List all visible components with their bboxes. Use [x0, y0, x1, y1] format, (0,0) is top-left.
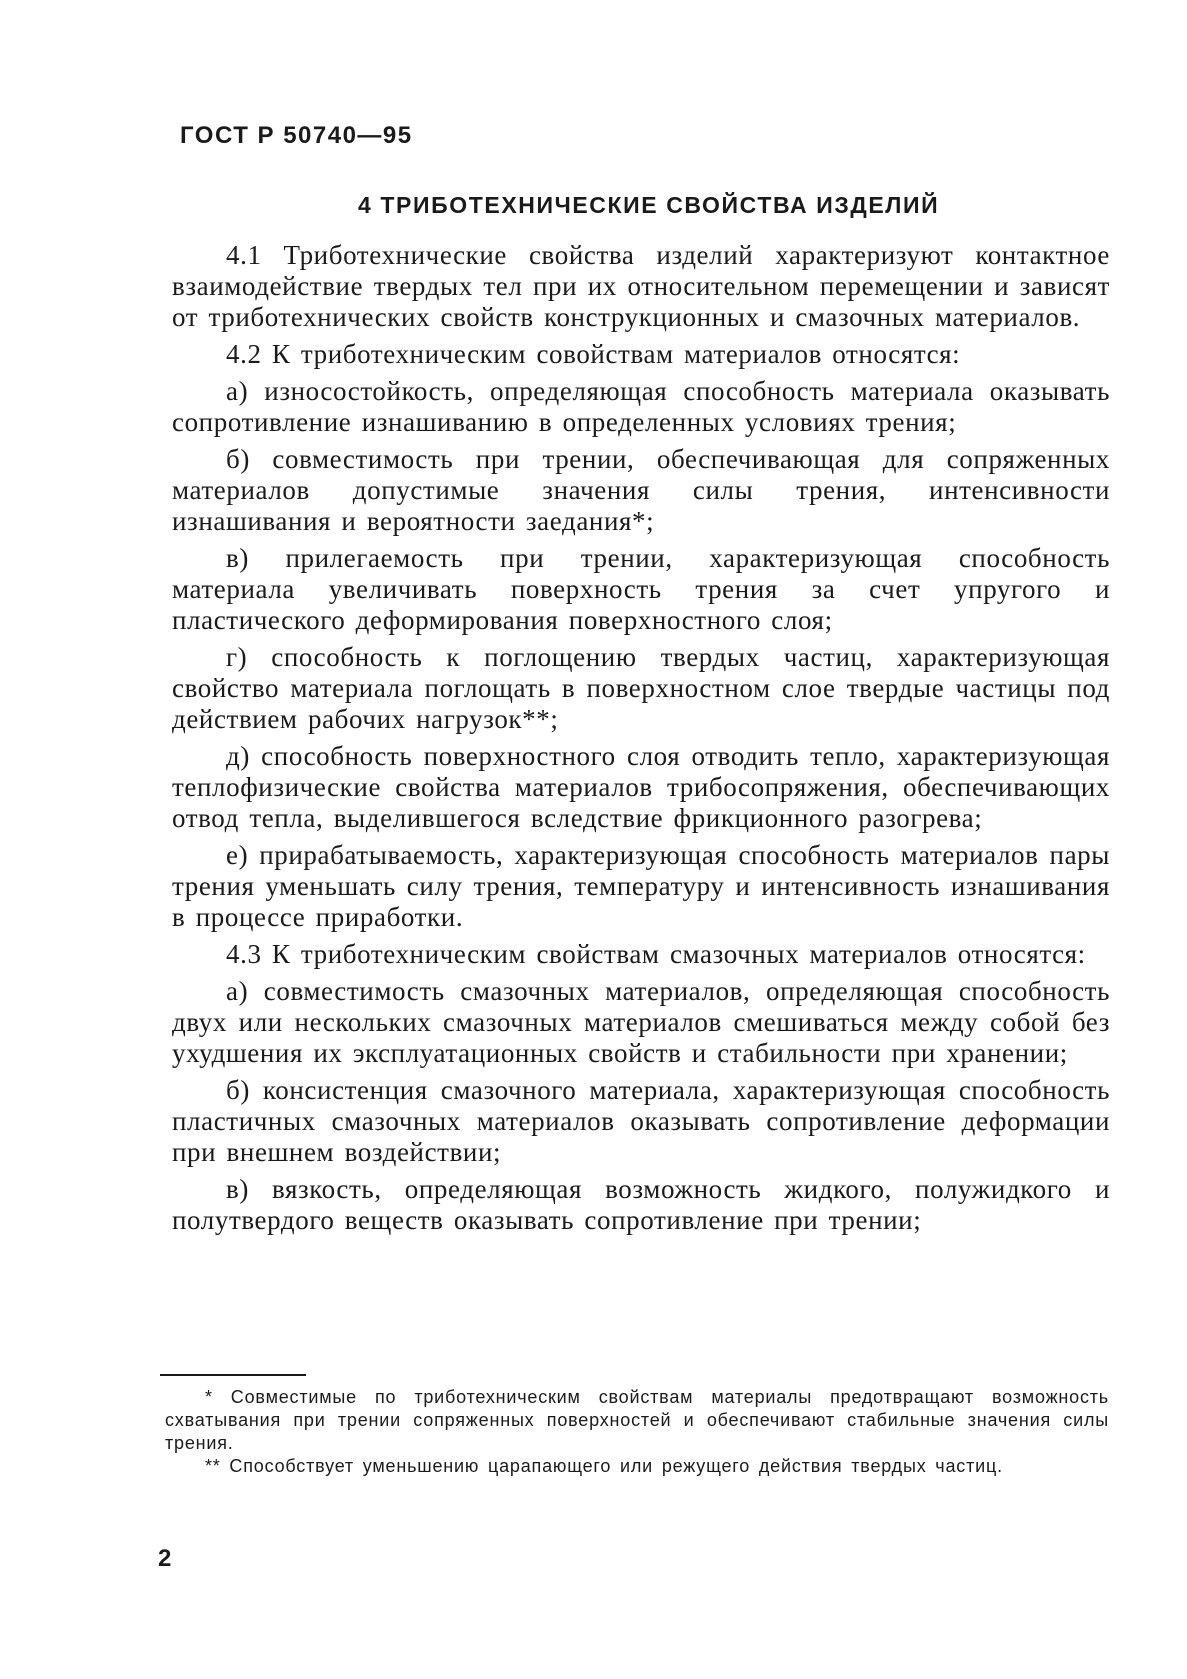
footnote-divider	[160, 1374, 306, 1376]
list-item-4-2-e: е) прирабатываемость, характеризующая способность материалов пары трения уменьшать силу трения, температуру и интенсивность изнашивания в процессе приработки.	[172, 840, 1110, 932]
page-number: 2	[158, 1545, 172, 1572]
list-item-4-2-v: в) прилегаемость при трении, характеризующая способность материала увеличивать поверхность трения за счет упругого и пластического деформирования поверхностного слоя;	[172, 543, 1110, 635]
document-code-header: ГОСТ Р 50740—95	[180, 122, 413, 149]
footnotes	[165, 1386, 1109, 1478]
list-item-4-2-g: г) способность к поглощению твердых частиц, характеризующая свойство материала поглощать в поверхностном слое твердые частицы под действием рабочих нагрузок**;	[172, 642, 1110, 734]
list-item-4-2-b: б) совместимость при трении, обеспечивающая для сопряженных материалов допустимые значения силы трения, интенсивности изнашивания и вероятности заедания*;	[172, 444, 1110, 536]
list-item-4-3-v: в) вязкость, определяющая возможность жидкого, полужидкого и полутвердого веществ оказывать сопротивление при трении;	[172, 1174, 1110, 1235]
paragraph-4-1: 4.1 Триботехнические свойства изделий характеризуют контактное взаимодействие твердых тел при их относительном перемещении и зависят от триботехнических свойств конструкционных и смазочных материалов.	[172, 240, 1110, 332]
paragraph-4-2: 4.2 К триботехническим совойствам материалов относятся:	[226, 339, 961, 369]
footnote-2: ** Способствует уменьшению царапающего или режущего действия твердых частиц.	[205, 1456, 1003, 1476]
paragraph-4-3: 4.3 К триботехническим свойствам смазочных материалов относятся:	[226, 939, 1086, 969]
list-item-4-2-a: а) износостойкость, определяющая способность материала оказывать сопротивление изнашиванию в определенных условиях трения;	[172, 376, 1110, 437]
list-item-4-2-d: д) способность поверхностного слоя отводить тепло, характеризующая теплофизические свойства материалов трибосопряжения, обеспечивающих отвод тепла, выделившегося вследствие фрикционного разогрева;	[172, 741, 1110, 833]
footnote-1: * Совместимые по триботехническим свойствам материалы предотвращают возможность схватывания при трении сопряженных поверхностей и обеспечивают стабильные значения силы трения.	[165, 1387, 1109, 1453]
list-item-4-3-a: а) совместимость смазочных материалов, определяющая способность двух или нескольких смазочных материалов смешиваться между собой без ухудшения их эксплуатационных свойств и стабильности при хранении;	[172, 976, 1110, 1068]
section-title: 4 ТРИБОТЕХНИЧЕСКИЕ СВОЙСТВА ИЗДЕЛИЙ	[358, 192, 940, 218]
section-body	[172, 240, 1110, 1242]
list-item-4-3-b: б) консистенция смазочного материала, характеризующая способность пластичных смазочных материалов оказывать сопротивление деформации при внешнем воздействии;	[172, 1075, 1110, 1167]
